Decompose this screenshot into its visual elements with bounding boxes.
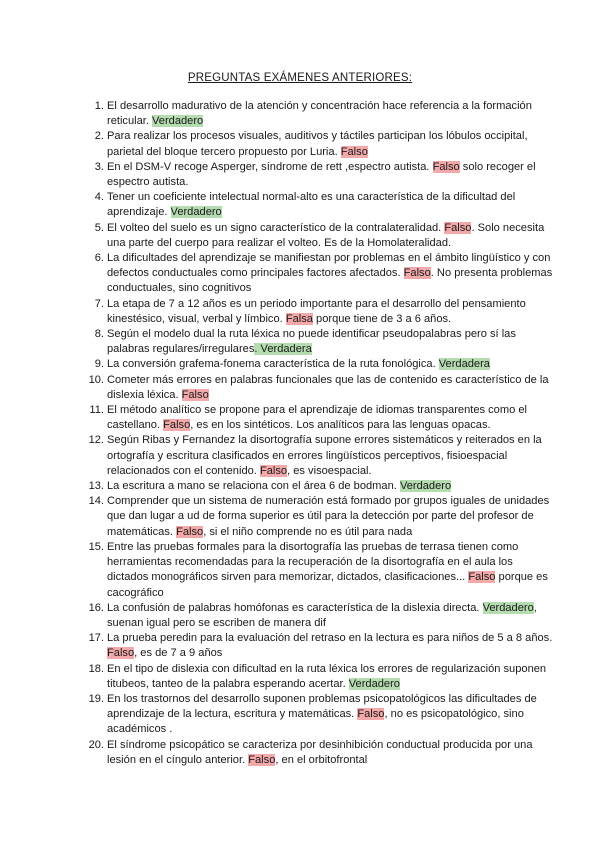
question-item xyxy=(88,494,553,540)
question-item xyxy=(94,190,553,220)
answer-note: , no es psicopatológico, sino académicos . xyxy=(107,708,524,736)
question-list xyxy=(86,99,553,768)
question-number: 17. xyxy=(88,632,104,645)
answer-note: porque es cacográfico xyxy=(107,571,548,599)
question-number: 2. xyxy=(94,130,104,143)
question-number: 11. xyxy=(89,404,104,417)
question-number: 12. xyxy=(88,434,104,447)
question-text: El síndrome psicopático se caracteriza por desinhibición conductual producida por una lesión en el cíngulo anterior. xyxy=(107,738,533,766)
question-item xyxy=(88,662,553,692)
answer-false-badge: Falso xyxy=(248,753,276,766)
question-text: Según el modelo dual la ruta léxica no puede identificar pseudopalabras pero sí las palabras regulares/irregulares xyxy=(107,328,516,356)
question-item xyxy=(88,601,553,631)
question-number: 7. xyxy=(94,297,104,310)
question-item xyxy=(88,479,553,494)
question-number: 16. xyxy=(88,601,104,614)
answer-true-badge: Verdadero xyxy=(482,601,534,614)
question-text: El desarrollo madurativo de la atención y concentración hace referencia a la formación reticular. xyxy=(107,100,532,128)
question-number: 9. xyxy=(94,358,104,371)
question-number: 3. xyxy=(94,160,104,173)
answer-false-badge: Falso xyxy=(357,708,385,721)
answer-note: , es en los sintéticos. Los analíticos para las lenguas opacas. xyxy=(190,419,491,432)
question-text: El volteo del suelo es un signo característico de la contralateralidad. xyxy=(107,221,445,234)
question-number: 1. xyxy=(94,100,104,112)
question-item xyxy=(88,631,553,661)
answer-note: porque tiene de 3 a 6 años. xyxy=(312,312,452,325)
page-title: PREGUNTAS EXÁMENES ANTERIORES: xyxy=(187,72,413,84)
question-text: El método analítico se propone para el aprendizaje de idiomas transparentes como el castellano. xyxy=(107,404,527,432)
answer-false-badge: Falso xyxy=(163,419,191,432)
answer-note: , suenan igual pero se escriben de manera dif xyxy=(107,601,537,629)
answer-note: . Solo necesita una parte del cuerpo para realizar el volteo. Es de la Homolateralidad. xyxy=(107,221,545,249)
question-text: En los trastornos del desarrollo suponen problemas psicopatológicos las dificultades de aprendizaje de la lectura, escritura y matemáticas. xyxy=(107,692,537,721)
answer-false-badge: Falsa xyxy=(285,312,313,325)
answer-note: , es de 7 a 9 años xyxy=(134,647,223,660)
answer-false-badge: Falso xyxy=(181,388,209,401)
question-number: 5. xyxy=(94,221,104,234)
question-text: La prueba peredin para la evaluación del retraso en la lectura es para niños de 5 a 8 años. xyxy=(107,632,553,645)
question-item xyxy=(88,540,553,601)
answer-false-badge: Falso xyxy=(340,145,368,158)
question-number: 20. xyxy=(88,738,104,751)
question-number: 6. xyxy=(94,252,104,265)
question-item xyxy=(94,99,553,129)
answer-note: . No presenta problemas conductuales, sino cognitivos xyxy=(107,267,553,295)
question-item xyxy=(94,357,553,372)
answer-false-badge: Falso xyxy=(468,571,496,584)
question-number: 15. xyxy=(88,540,104,553)
answer-true-badge: Verdadero xyxy=(152,115,204,128)
question-number: 4. xyxy=(94,191,104,204)
answer-true-badge: Verdadera xyxy=(438,358,490,371)
question-item xyxy=(94,251,553,297)
answer-false-badge: Falso xyxy=(107,647,135,660)
answer-note: , si el niño comprende no es útil para nada xyxy=(203,525,413,538)
answer-false-badge: Falso xyxy=(444,221,472,234)
answer-false-badge: Falso xyxy=(259,464,288,477)
question-number: 18. xyxy=(88,662,104,675)
question-item xyxy=(94,297,553,327)
answer-note: solo recoger el espectro autista. xyxy=(107,160,536,189)
answer-true-badge: Verdadero xyxy=(170,206,222,219)
question-item xyxy=(88,692,553,738)
question-item xyxy=(88,433,553,479)
question-item xyxy=(94,327,553,357)
question-item xyxy=(88,738,553,768)
answer-true-badge: . Verdadera xyxy=(254,343,312,356)
answer-note: , en el orbitofrontal xyxy=(275,753,368,766)
question-text: La dificultades del aprendizaje se manifiestan por problemas en el ámbito lingüístico y con defectos conductuales como principales factores afectados. xyxy=(107,252,551,280)
question-item xyxy=(94,221,553,251)
answer-false-badge: Falso xyxy=(403,267,431,280)
answer-true-badge: Verdadero xyxy=(399,480,452,493)
question-text: La etapa de 7 a 12 años es un periodo importante para el desarrollo del pensamiento kinestésico, visual, verbal y límbico. xyxy=(107,297,526,325)
question-item xyxy=(88,373,553,403)
answer-true-badge: Verdadero xyxy=(348,677,400,690)
question-text: La confusión de palabras homófonas es característica de la dislexia directa. xyxy=(107,601,483,614)
question-number: 13. xyxy=(88,480,104,493)
answer-false-badge: Falso xyxy=(432,160,460,173)
answer-note: , es visoespacial. xyxy=(287,464,372,477)
question-text: Cometer más errores en palabras funcionales que las de contenido es característico de la dislexia léxica. xyxy=(107,373,549,401)
question-item xyxy=(89,403,553,433)
question-text: Comprender que un sistema de numeración está formado por grupos iguales de unidades que dan lugar a ud de forma superior es útil para la detección por parte del profesor de matemáticas. xyxy=(107,495,550,538)
question-text: La escritura a mano se relaciona con el área 6 de bodman. xyxy=(107,480,400,493)
question-item xyxy=(94,160,553,190)
question-text: Tener un coeficiente intelectual normal-alto es una característica de la dificultad del aprendizaje. xyxy=(107,191,516,219)
question-text: En el DSM-V recoge Asperger, síndrome de rett ,espectro autista. xyxy=(107,160,433,173)
question-text: Para realizar los procesos visuales, auditivos y táctiles participan los lóbulos occipital, parietal del bloque tercero propuesto por Luria. xyxy=(107,130,528,158)
question-text: Según Ribas y Fernandez la disortografía supone errores sistemáticos y reiterados en la ortografía y escritura clasificados en errores lingüísticos perceptivos, fisioespacial relacionados con el contenido. xyxy=(107,434,542,477)
question-number: 14. xyxy=(88,495,104,508)
question-number: 19. xyxy=(88,692,104,705)
question-text: En el tipo de dislexia con dificultad en la ruta léxica los errores de regularización suponen titubeos, tanteo de la palabra esperando acertar. xyxy=(107,662,547,690)
question-text: Entre las pruebas formales para la disortografía las pruebas de terrasa tienen como herramientas recomendadas para la recuperación de la disortografía en el aula los dictados monográficos sirven para memorizar, dictados, clasificaciones... xyxy=(107,540,519,584)
answer-false-badge: Falso xyxy=(176,525,204,538)
question-item xyxy=(94,129,553,159)
question-number: 10. xyxy=(88,373,104,386)
question-number: 8. xyxy=(94,328,104,341)
question-text: La conversión grafema-fonema característica de la ruta fonológica. xyxy=(107,358,439,371)
